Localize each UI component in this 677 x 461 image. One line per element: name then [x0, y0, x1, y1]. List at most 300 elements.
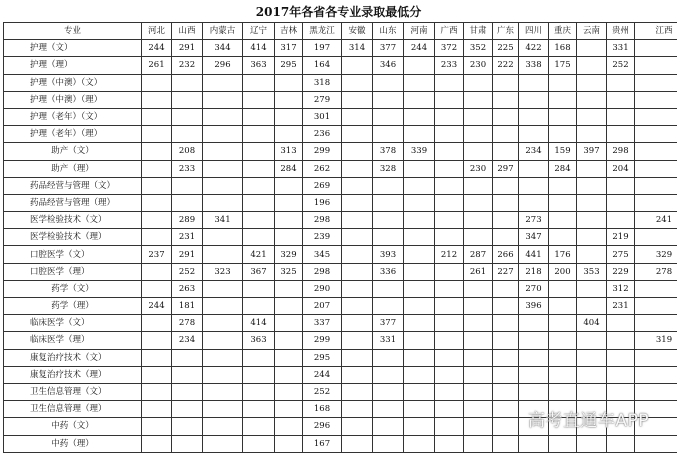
- score-cell: [342, 57, 373, 74]
- score-cell: [203, 418, 243, 435]
- column-header-province: 重庆: [549, 23, 577, 40]
- score-cell: [464, 126, 493, 143]
- score-cell: [577, 383, 607, 400]
- score-cell: [142, 74, 172, 91]
- score-cell: [275, 212, 303, 229]
- score-cell: [635, 57, 677, 74]
- major-name-cell: 口腔医学（文）: [4, 246, 142, 263]
- score-cell: 301: [303, 108, 342, 125]
- score-cell: 262: [303, 160, 342, 177]
- score-cell: [464, 332, 493, 349]
- major-name-cell: 口腔医学（理）: [4, 263, 142, 280]
- score-cell: [519, 108, 549, 125]
- table-row: [4, 194, 677, 211]
- score-cell: [635, 280, 677, 297]
- table-row: [4, 108, 677, 125]
- score-cell: 266: [493, 246, 519, 263]
- score-cell: [203, 194, 243, 211]
- score-cell: [342, 366, 373, 383]
- score-cell: [635, 177, 677, 194]
- score-cell: [243, 160, 275, 177]
- column-header-province: 辽宁: [243, 23, 275, 40]
- score-cell: [519, 126, 549, 143]
- score-cell: [243, 177, 275, 194]
- score-cell: [142, 160, 172, 177]
- table-row: [4, 91, 677, 108]
- score-cell: [493, 280, 519, 297]
- score-cell: 319: [635, 332, 677, 349]
- score-cell: 289: [172, 212, 203, 229]
- score-cell: 414: [243, 315, 275, 332]
- score-cell: 331: [607, 40, 635, 57]
- score-cell: 241: [635, 212, 677, 229]
- score-cell: [519, 383, 549, 400]
- score-cell: [342, 160, 373, 177]
- score-cell: [203, 160, 243, 177]
- score-cell: [142, 108, 172, 125]
- column-header-province: 江西: [635, 23, 677, 40]
- score-cell: [519, 315, 549, 332]
- table-row: [4, 263, 677, 280]
- score-cell: [577, 332, 607, 349]
- score-cell: 372: [435, 40, 464, 57]
- score-cell: [493, 298, 519, 315]
- score-cell: [373, 177, 404, 194]
- table-row: [4, 383, 677, 400]
- score-cell: [373, 126, 404, 143]
- score-cell: [275, 229, 303, 246]
- score-cell: 318: [303, 74, 342, 91]
- score-table: [3, 22, 677, 453]
- score-cell: [203, 246, 243, 263]
- score-cell: [404, 177, 435, 194]
- score-cell: [549, 383, 577, 400]
- score-cell: 338: [519, 57, 549, 74]
- score-cell: [519, 435, 549, 452]
- table-row: [4, 40, 677, 57]
- score-cell: [464, 366, 493, 383]
- score-cell: [607, 332, 635, 349]
- score-cell: [373, 383, 404, 400]
- score-cell: [464, 315, 493, 332]
- major-name-cell: 护理（老年）（理）: [4, 126, 142, 143]
- score-cell: 261: [464, 263, 493, 280]
- score-cell: [404, 315, 435, 332]
- score-cell: [549, 349, 577, 366]
- major-name-cell: 护理（老年）（文）: [4, 108, 142, 125]
- score-cell: 270: [519, 280, 549, 297]
- score-cell: [635, 383, 677, 400]
- table-row: [4, 332, 677, 349]
- score-cell: 291: [172, 246, 203, 263]
- score-cell: [342, 74, 373, 91]
- score-cell: 167: [303, 435, 342, 452]
- major-name-cell: 护理（理）: [4, 57, 142, 74]
- score-cell: [493, 126, 519, 143]
- score-cell: 212: [435, 246, 464, 263]
- score-cell: [404, 126, 435, 143]
- score-cell: 337: [303, 315, 342, 332]
- score-cell: [373, 74, 404, 91]
- score-cell: [549, 366, 577, 383]
- score-cell: 252: [303, 383, 342, 400]
- score-cell: 441: [519, 246, 549, 263]
- score-cell: [493, 194, 519, 211]
- major-name-cell: 助产（文）: [4, 143, 142, 160]
- score-cell: [342, 315, 373, 332]
- score-cell: [172, 126, 203, 143]
- table-row: [4, 349, 677, 366]
- score-cell: 295: [303, 349, 342, 366]
- score-cell: [275, 349, 303, 366]
- score-cell: [142, 383, 172, 400]
- score-cell: [493, 418, 519, 435]
- score-cell: 234: [172, 332, 203, 349]
- score-cell: [404, 91, 435, 108]
- table-row: [4, 57, 677, 74]
- score-cell: 207: [303, 298, 342, 315]
- score-cell: [435, 332, 464, 349]
- score-cell: [577, 280, 607, 297]
- score-cell: [519, 366, 549, 383]
- score-cell: 345: [303, 246, 342, 263]
- major-name-cell: 药品经营与管理（理）: [4, 194, 142, 211]
- score-cell: [142, 212, 172, 229]
- major-name-cell: 药学（理）: [4, 298, 142, 315]
- score-cell: [404, 349, 435, 366]
- score-cell: [635, 435, 677, 452]
- score-cell: 299: [303, 332, 342, 349]
- score-cell: [243, 349, 275, 366]
- column-header-province: 河北: [142, 23, 172, 40]
- score-cell: [519, 194, 549, 211]
- score-cell: [635, 349, 677, 366]
- score-cell: [549, 126, 577, 143]
- score-cell: 363: [243, 332, 275, 349]
- score-cell: [435, 298, 464, 315]
- score-cell: [342, 229, 373, 246]
- column-header-province: 贵州: [607, 23, 635, 40]
- score-cell: 164: [303, 57, 342, 74]
- score-cell: [577, 57, 607, 74]
- score-cell: [549, 177, 577, 194]
- score-cell: 314: [342, 40, 373, 57]
- score-cell: [464, 177, 493, 194]
- score-cell: 397: [577, 143, 607, 160]
- major-name-cell: 卫生信息管理（理）: [4, 401, 142, 418]
- score-cell: 396: [519, 298, 549, 315]
- score-cell: 296: [203, 57, 243, 74]
- score-cell: [577, 91, 607, 108]
- score-cell: [342, 212, 373, 229]
- score-cell: 344: [203, 40, 243, 57]
- score-cell: [635, 40, 677, 57]
- score-cell: 231: [172, 229, 203, 246]
- score-cell: [203, 280, 243, 297]
- score-cell: [243, 212, 275, 229]
- score-cell: 234: [519, 143, 549, 160]
- score-cell: [342, 280, 373, 297]
- score-cell: [549, 298, 577, 315]
- score-cell: [519, 74, 549, 91]
- score-cell: [464, 298, 493, 315]
- table-row: [4, 229, 677, 246]
- score-cell: [342, 383, 373, 400]
- score-cell: [404, 160, 435, 177]
- table-row: [4, 126, 677, 143]
- score-cell: [435, 212, 464, 229]
- table-body: [4, 40, 677, 453]
- score-cell: 159: [549, 143, 577, 160]
- score-cell: [172, 366, 203, 383]
- score-cell: [493, 74, 519, 91]
- table-row: [4, 246, 677, 263]
- score-cell: [203, 349, 243, 366]
- score-cell: [203, 332, 243, 349]
- score-cell: 378: [373, 143, 404, 160]
- score-cell: [373, 418, 404, 435]
- score-cell: [435, 160, 464, 177]
- score-cell: 298: [303, 212, 342, 229]
- score-cell: [342, 246, 373, 263]
- score-cell: [577, 298, 607, 315]
- score-cell: 261: [142, 57, 172, 74]
- score-cell: [342, 143, 373, 160]
- table-row: [4, 280, 677, 297]
- score-cell: [275, 280, 303, 297]
- score-cell: [577, 435, 607, 452]
- score-cell: [243, 126, 275, 143]
- score-cell: 233: [172, 160, 203, 177]
- score-cell: [203, 383, 243, 400]
- score-cell: [342, 349, 373, 366]
- score-cell: 336: [373, 263, 404, 280]
- score-cell: 176: [549, 246, 577, 263]
- major-name-cell: 临床医学（文）: [4, 315, 142, 332]
- column-header-province: 云南: [577, 23, 607, 40]
- score-cell: [275, 194, 303, 211]
- score-cell: [404, 108, 435, 125]
- major-name-cell: 护理（中澳）（理）: [4, 91, 142, 108]
- score-cell: [373, 298, 404, 315]
- score-cell: [404, 74, 435, 91]
- score-cell: [203, 435, 243, 452]
- score-cell: [519, 160, 549, 177]
- score-cell: [203, 401, 243, 418]
- score-cell: 218: [519, 263, 549, 280]
- major-name-cell: 医学检验技术（理）: [4, 229, 142, 246]
- score-cell: [373, 108, 404, 125]
- score-cell: 284: [275, 160, 303, 177]
- score-cell: [635, 143, 677, 160]
- score-cell: [404, 366, 435, 383]
- score-cell: [435, 74, 464, 91]
- score-cell: 291: [172, 40, 203, 57]
- column-header-province: 内蒙古: [203, 23, 243, 40]
- score-cell: 263: [172, 280, 203, 297]
- score-cell: [275, 177, 303, 194]
- score-cell: [435, 194, 464, 211]
- score-cell: [493, 91, 519, 108]
- score-cell: [493, 349, 519, 366]
- score-cell: [607, 74, 635, 91]
- score-cell: [549, 74, 577, 91]
- score-cell: 273: [519, 212, 549, 229]
- score-cell: [275, 383, 303, 400]
- score-cell: [172, 74, 203, 91]
- score-cell: 252: [172, 263, 203, 280]
- score-cell: [607, 315, 635, 332]
- score-cell: 284: [549, 160, 577, 177]
- score-cell: 181: [172, 298, 203, 315]
- score-cell: [172, 91, 203, 108]
- score-cell: [435, 229, 464, 246]
- score-cell: [493, 366, 519, 383]
- score-cell: [243, 229, 275, 246]
- score-cell: [373, 366, 404, 383]
- major-name-cell: 中药（文）: [4, 418, 142, 435]
- score-cell: [142, 435, 172, 452]
- table-title: 2017年各省各专业录取最低分: [255, 5, 422, 19]
- table-row: [4, 212, 677, 229]
- score-cell: [373, 349, 404, 366]
- score-cell: 325: [275, 263, 303, 280]
- score-cell: [203, 366, 243, 383]
- score-cell: 196: [303, 194, 342, 211]
- score-cell: 347: [519, 229, 549, 246]
- column-header-province: 广东: [493, 23, 519, 40]
- watermark-text: 高考直通车APP: [527, 411, 649, 431]
- score-cell: 204: [607, 160, 635, 177]
- column-header-province: 吉林: [275, 23, 303, 40]
- score-cell: [203, 143, 243, 160]
- table-row: [4, 435, 677, 452]
- score-cell: [493, 401, 519, 418]
- score-cell: [404, 246, 435, 263]
- score-cell: 312: [607, 280, 635, 297]
- score-cell: [342, 177, 373, 194]
- score-cell: [142, 315, 172, 332]
- major-name-cell: 助产（理）: [4, 160, 142, 177]
- score-cell: [549, 229, 577, 246]
- score-cell: [519, 91, 549, 108]
- score-cell: 252: [607, 57, 635, 74]
- score-cell: 278: [172, 315, 203, 332]
- score-cell: [435, 177, 464, 194]
- score-cell: [435, 143, 464, 160]
- score-cell: 346: [373, 57, 404, 74]
- score-cell: [577, 177, 607, 194]
- score-cell: [172, 401, 203, 418]
- score-cell: 233: [435, 57, 464, 74]
- score-cell: [275, 366, 303, 383]
- table-row: [4, 160, 677, 177]
- score-cell: [342, 194, 373, 211]
- score-cell: [373, 91, 404, 108]
- score-cell: [142, 401, 172, 418]
- score-cell: [435, 435, 464, 452]
- major-name-cell: 药学（文）: [4, 280, 142, 297]
- score-cell: [549, 108, 577, 125]
- score-cell: [607, 194, 635, 211]
- score-cell: [635, 315, 677, 332]
- score-cell: [404, 194, 435, 211]
- score-cell: [373, 194, 404, 211]
- score-cell: [373, 229, 404, 246]
- column-header-province: 安徽: [342, 23, 373, 40]
- score-cell: [464, 143, 493, 160]
- score-cell: [549, 212, 577, 229]
- score-cell: [142, 349, 172, 366]
- score-cell: [275, 298, 303, 315]
- score-cell: 313: [275, 143, 303, 160]
- table-row: [4, 143, 677, 160]
- score-cell: [243, 194, 275, 211]
- score-cell: 236: [303, 126, 342, 143]
- score-cell: 227: [493, 263, 519, 280]
- score-cell: [172, 177, 203, 194]
- score-cell: [243, 298, 275, 315]
- score-cell: [549, 91, 577, 108]
- score-cell: 229: [607, 263, 635, 280]
- score-cell: [464, 401, 493, 418]
- score-cell: [404, 418, 435, 435]
- score-cell: [635, 126, 677, 143]
- score-cell: [342, 332, 373, 349]
- score-cell: [435, 126, 464, 143]
- score-cell: [435, 315, 464, 332]
- major-name-cell: 卫生信息管理（文）: [4, 383, 142, 400]
- score-cell: 244: [142, 298, 172, 315]
- score-cell: [342, 263, 373, 280]
- score-cell: 404: [577, 315, 607, 332]
- score-cell: [464, 194, 493, 211]
- score-cell: 290: [303, 280, 342, 297]
- score-cell: [519, 349, 549, 366]
- table-row: [4, 315, 677, 332]
- score-cell: 225: [493, 40, 519, 57]
- score-cell: [404, 263, 435, 280]
- score-cell: [243, 143, 275, 160]
- score-cell: [435, 108, 464, 125]
- score-cell: [275, 332, 303, 349]
- score-cell: [607, 126, 635, 143]
- score-cell: 421: [243, 246, 275, 263]
- score-cell: [342, 91, 373, 108]
- score-cell: [464, 280, 493, 297]
- score-cell: 339: [404, 143, 435, 160]
- score-cell: [464, 74, 493, 91]
- table-row: [4, 366, 677, 383]
- score-cell: [435, 91, 464, 108]
- score-cell: 331: [373, 332, 404, 349]
- score-cell: [577, 108, 607, 125]
- score-cell: [172, 418, 203, 435]
- score-cell: [635, 108, 677, 125]
- table-row: [4, 177, 677, 194]
- score-cell: [577, 212, 607, 229]
- score-cell: [275, 126, 303, 143]
- score-cell: 377: [373, 40, 404, 57]
- score-cell: [172, 194, 203, 211]
- score-cell: [435, 383, 464, 400]
- score-cell: [577, 229, 607, 246]
- score-cell: 328: [373, 160, 404, 177]
- major-name-cell: 康复治疗技术（文）: [4, 349, 142, 366]
- score-cell: [464, 349, 493, 366]
- score-cell: [342, 298, 373, 315]
- score-cell: [577, 126, 607, 143]
